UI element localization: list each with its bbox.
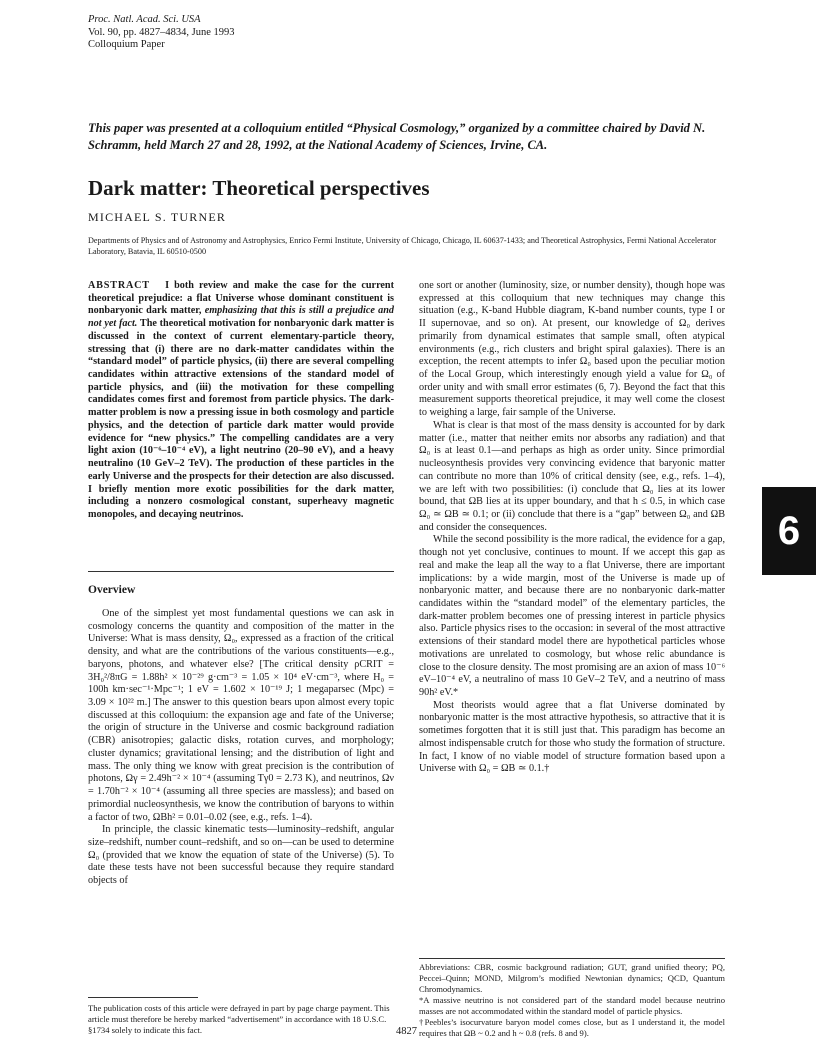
abstract-text-2: The theoretical motivation for nonbaryonic dark matter is discussed in the context of current elementary-particle theory, stressing that (i) there are no dark-matter candidates within the “standard model” of particle physics, (ii) there are several compelling candidates within attractive extensions of the standard model of particle physics, and (iii) the motivation for these compelling candidates comes first and foremost from particle physics. The dark-matter problem is now a pressing issue in both cosmology and particle physics, and the detection of particle dark matter would provide evidence for “new physics.” The compelling candidates are a very light axion (10⁻⁶–10⁻⁴ eV), a light neutrino (20–90 eV), and a heavy neutralino (10 GeV–2 TeV). The production of these particles in the early Universe and the prospects for their detection are also discussed. I briefly mention more exotic possibilities for the dark matter, including a nonzero cosmological constant, superheavy magnetic monopoles, and decaying neutrinos. (88, 318, 394, 520)
paper-type: Colloquium Paper (88, 39, 165, 50)
body-paragraph: one sort or another (luminosity, size, or number density), though hope was expressed at this colloquium that new techniques may change this situation (e.g., K-band Hubble diagram, K-band number counts, type I or II supernovae, and so on). At present, our knowledge of Ω₀ derives primarily from dynamical estimates that sample small, often atypical environments (e.g., rich clusters and bright spiral galaxies). There is an exception, the recent attempts to infer Ω₀ based upon the peculiar motion of the Local Group, which interestingly enough yield a value for Ω₀ of order unity and with small error estimates (6, 7). Beyond the fact that this measurement supports theoretical prejudice, it may well come the closest to weighing a large, fair sample of the Universe. (419, 280, 725, 419)
body-paragraph: While the second possibility is the more radical, the evidence for a gap, though not yet conclusive, continues to mount. If we accept this gap as real and make the leap all the way to a flat Universe, there are important implications: by a wide margin, most of the Universe is made up of nonbaryonic matter, and because there are no nonbaryonic dark-matter candidates within the “standard model” of the elementary particles, the dark-matter problem becomes one of pressing interest in particle physics also. Particle physics rises to the occasion: in several of the most attractive extensions of their standard model there are hypothetical particles whose motivations are unrelated to cosmology, but whose relic abundance is close to the closure density. The most promising are an axion of mass 10⁻⁶ eV–10⁻⁴ eV, a neutralino of mass 10 GeV–2 TeV, and a neutrino of mass 90h² eV.* (419, 534, 725, 698)
body-paragraph: In principle, the classic kinematic tests—luminosity–redshift, angular size–redshift, number count–redshift, and so on—can be used to determine Ω₀ (provided that we know the equation of state of the Universe) (5). To date these tests have not been successful because they require standard objects of (88, 824, 394, 887)
footnote-divider (88, 997, 198, 998)
journal-header (88, 14, 235, 52)
abbreviations: Abbreviations: CBR, cosmic background radiation; GUT, grand unified theory; PQ, Peccei–Quinn; MOND, Milgrom’s modified Newtonian dynamics; QCD, Quantum Chromodynamics. (419, 962, 725, 994)
abstract-divider (88, 571, 394, 572)
body-paragraph: Most theorists would agree that a flat Universe dominated by nonbaryonic matter is the most attractive hypothesis, so attractive that it is sometimes forgotten that it is still just that. This paradigm has become an almost indispensable crutch for those who study the formation of structure. In fact, I know of no viable model of structure formation based upon a Universe with Ω₀ = ΩB ≃ 0.1.† (419, 699, 725, 775)
author-name: MICHAEL S. TURNER (88, 210, 227, 224)
left-body (88, 608, 394, 888)
publication-cost-notice: The publication costs of this article were defrayed in part by page charge payment. This article must therefore be hereby marked “advertisement” in accordance with 18 U.S.C. §1734 solely to indicate this fact. (88, 1003, 390, 1035)
author-affiliation: Departments of Physics and of Astronomy and Astrophysics, Enrico Fermi Institute, University of Chicago, Chicago, IL 60637-1433; and Theoretical Astrophysics, Fermi National Accelerator Laboratory, Batavia, IL 60510-0500 (88, 236, 717, 256)
footnote: †Peebles’s isocurvature baryon model comes close, but as I understand it, the model requires that ΩB ~ 0.2 and h ~ 0.8 (refs. 8 and 9). (419, 1017, 725, 1038)
footnote: *A massive neutrino is not considered part of the standard model because neutrino masses are not accommodated within the standard model of particle physics. (419, 995, 725, 1016)
page-number: 4827 (396, 1026, 417, 1037)
abstract-label: ABSTRACT (88, 280, 150, 291)
body-paragraph: One of the simplest yet most fundamental questions we can ask in cosmology concerns the quantity and composition of the matter in the Universe: What is mass density, Ω₀, expressed as a fraction of the critical density, and what are the contributions of the various constituents—e.g., baryons, photons, and whatever else? [The critical density ρCRIT = 3H₀²/8πG = 1.88h² × 10⁻²⁹ g·cm⁻³ = 1.05 × 10⁴ eV·cm⁻³, where H₀ = 100h km·sec⁻¹·Mpc⁻¹; 1 eV = 1.602 × 10⁻¹⁹ J; 1 megaparsec (Mpc) = 3.09 × 10²² m.] The answer to this question bears upon almost every topic discussed at this colloquium: the expansion age and fate of the Universe; the origin of structure in the Universe and cosmic background radiation (CBR) anisotropies; galactic disks, rotation curves, and morphology; cluster dynamics; gravitational lensing; and the distribution of light and mass. The only thing we know with great precision is the contribution of photons, Ωγ = 2.49h⁻² × 10⁻⁴ (assuming Tγ0 = 2.73 K), and neutrinos, Ων = 1.70h⁻² × 10⁻⁴ (assuming all three species are massless); and based on primordial nucleosynthesis, we know the contribution of baryons to within a factor of two, ΩBh² = 0.01–0.02 (see, e.g., refs. 1–4). (88, 608, 394, 823)
journal-name: Proc. Natl. Acad. Sci. USA (88, 14, 201, 25)
abstract (88, 280, 394, 522)
section-heading: Overview (88, 584, 136, 596)
paper-title: Dark matter: Theoretical perspectives (88, 176, 430, 200)
footnotes (419, 962, 725, 1039)
right-body (419, 280, 725, 776)
body-paragraph: What is clear is that most of the mass density is accounted for by dark matter (i.e., matter that neither emits nor absorbs any radiation) and that Ω₀ is at least 0.1—and perhaps as high as order unity. Since primordial nucleosynthesis provides very convincing evidence that baryonic matter can contribute no more than 10% of critical density (see, e.g., refs. 1–4), we are left with two possibilities: (i) conclude that Ω₀ lies at its lower bound, that ΩB lies at its upper boundary, and that h ≤ 0.5, in which case Ω₀ ≃ ΩB ≃ 0.1; or (ii) conclude that there is a “gap” between Ω₀ and ΩB and consider the consequences. (419, 419, 725, 533)
abstract-text-1: I both review and make the case for the current theoretical prejudice: a flat Universe whose dominant constituent is nonbaryonic dark matter, (88, 280, 394, 317)
section-tab: 6 (762, 487, 816, 575)
abbreviation-divider (419, 958, 725, 959)
abstract-emphasis: emphasizing that this is still a prejudice and not yet fact. (88, 305, 395, 330)
journal-volume: Vol. 90, pp. 4827–4834, June 1993 (88, 26, 235, 38)
colloquium-banner: This paper was presented at a colloquium entitled “Physical Cosmology,” organized by a committee chaired by David N. Schramm, held March 27 and 28, 1992, at the National Academy of Sciences, Irvine, CA. (88, 121, 706, 152)
